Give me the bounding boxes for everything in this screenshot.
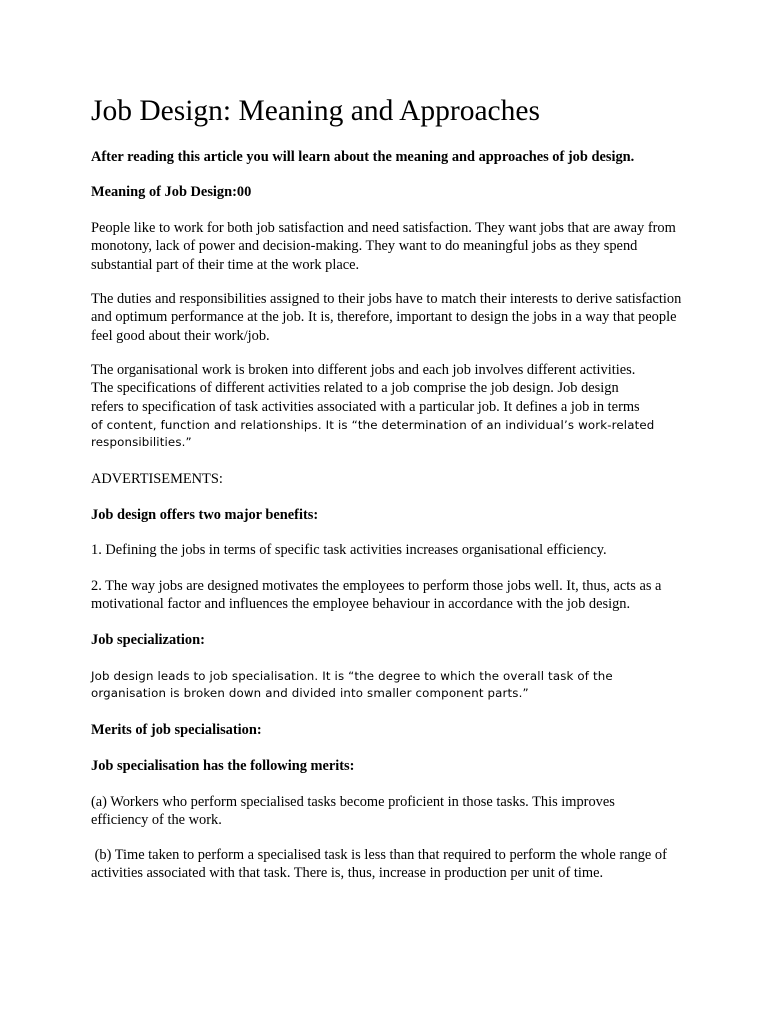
advertisements-label: ADVERTISEMENTS:	[91, 471, 223, 487]
merits-heading: Merits of job specialisation:	[91, 722, 262, 738]
paragraph-3-line: The organisational work is broken into different jobs and each job involves different activities.	[91, 362, 636, 378]
merits-subheading: Job specialisation has the following merits:	[91, 758, 355, 774]
benefit-item-1: 1. Defining the jobs in terms of specific task activities increases organisational efficiency.	[91, 542, 607, 558]
paragraph-3-line: refers to specification of task activities associated with a particular job. It defines a job in terms	[91, 399, 640, 415]
specialization-line: Job design leads to job specialisation. It is “the degree to which the overall task of the	[91, 669, 613, 683]
merit-item-a: (a) Workers who perform specialised tasks become proficient in those tasks. This improves efficiency of the work.	[91, 794, 615, 829]
paragraph-2: The duties and responsibilities assigned to their jobs have to match their interests to derive satisfaction and optimum performance at the job. It is, therefore, important to design the jobs in a way that people feel good about their work/job.	[91, 291, 682, 344]
merit-item-b: (b) Time taken to perform a specialised task is less than that required to perform the whole range of activities associated with that task. There is, thus, increase in production per unit of time.	[91, 847, 671, 882]
specialization-line: organisation is broken down and divided into smaller component parts.”	[91, 686, 529, 700]
article-title: Job Design: Meaning and Approaches	[91, 95, 540, 127]
meaning-heading: Meaning of Job Design:00	[91, 184, 252, 200]
paragraph-3-line: of content, function and relationships. It is “the determination of an individual’s work-related	[91, 418, 655, 432]
benefit-item-2: 2. The way jobs are designed motivates the employees to perform those jobs well. It, thus, acts as a motivational factor and influences the employee behaviour in accordance with the job design.	[91, 578, 662, 613]
paragraph-3-line: The specifications of different activities related to a job comprise the job design. Job design	[91, 380, 619, 396]
specialization-heading: Job specialization:	[91, 632, 205, 648]
paragraph-3-line: responsibilities.”	[91, 435, 192, 449]
benefits-heading: Job design offers two major benefits:	[91, 507, 319, 523]
paragraph-1: People like to work for both job satisfaction and need satisfaction. They want jobs that are away from monotony, lack of power and decision-making. They want to do meaningful jobs as they spend substantial part of their time at the work place.	[91, 220, 676, 273]
intro-text: After reading this article you will learn about the meaning and approaches of job design.	[91, 149, 635, 165]
